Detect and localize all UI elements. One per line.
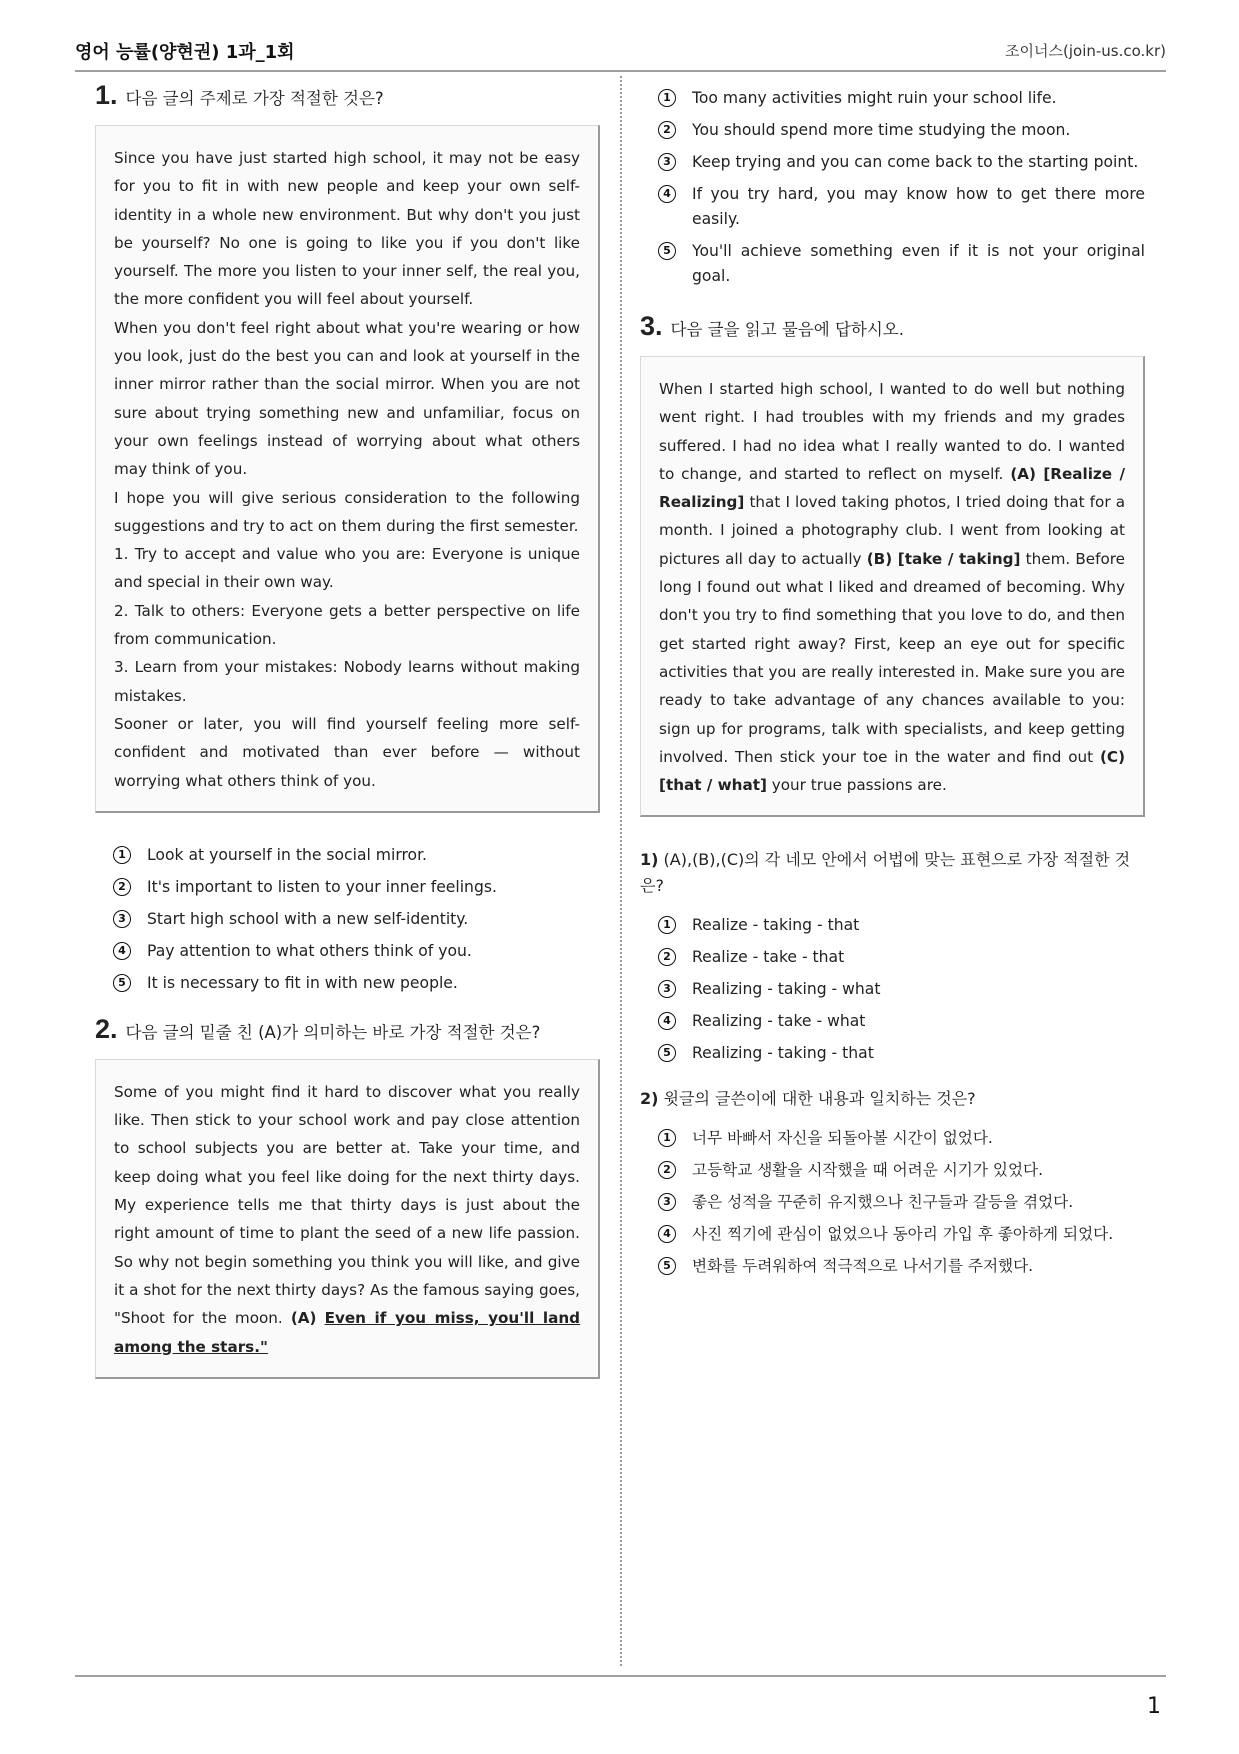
passage-paragraph: 3. Learn from your mistakes: Nobody learns without making mistakes.: [114, 658, 580, 705]
passage-paragraph: Some of you might find it hard to discover what you really like. Then stick to your school work and pay close attention to school subjects you are better at. Take your time, and keep doing what you feel like doing for the next thirty days. My experience tells me that thirty days is just about the right amount of time to plant the seed of a new life passion. So why not begin something you think you will like, and give it a shot for the next thirty days? As the famous saying goes, "Shoot for the moon. (A) Even if you miss, you'll land among the stars.": [114, 1082, 581, 1356]
header-divider: [75, 70, 1166, 72]
question-2: [95, 1014, 600, 1379]
answer-choices: [95, 843, 600, 996]
sub-question-1: [640, 847, 1145, 1066]
circled-number-icon: 4: [658, 1225, 676, 1243]
answer-choice[interactable]: 4 Realizing - take - what: [640, 1009, 1145, 1034]
answer-choice[interactable]: 4 Pay attention to what others think of you.: [95, 939, 600, 964]
circled-number-icon: 5: [113, 974, 131, 992]
answer-choice[interactable]: 2 You should spend more time studying the moon.: [640, 118, 1145, 143]
underline-label: (A): [290, 1309, 317, 1328]
passage-box: [95, 125, 600, 813]
question-number: 2.: [95, 1013, 118, 1044]
circled-number-icon: 4: [113, 942, 131, 960]
passage-box: [95, 1059, 600, 1379]
passage-paragraph: I hope you will give serious consideration to the following suggestions and try to act on them during the first semester.: [114, 488, 580, 535]
answer-choice[interactable]: 1 Realize - taking - that: [640, 913, 1145, 938]
left-column: [95, 80, 600, 1379]
sub-question-prompt: 1) (A),(B),(C)의 각 네모 안에서 어법에 맞는 표현으로 가장 적절한 것은?: [640, 850, 1131, 896]
question-1: [95, 80, 600, 996]
circled-number-icon: 1: [658, 916, 676, 934]
question-header: [640, 311, 1145, 342]
circled-number-icon: 4: [658, 185, 676, 203]
answer-choice[interactable]: 5 변화를 두려워하여 적극적으로 나서기를 주저했다.: [640, 1254, 1145, 1279]
answer-choice[interactable]: 2 고등학교 생활을 시작했을 때 어려운 시기가 있었다.: [640, 1158, 1145, 1183]
circled-number-icon: 5: [658, 1044, 676, 1062]
column-divider: [620, 76, 622, 1666]
answer-choice[interactable]: 2 It's important to listen to your inner feelings.: [95, 875, 600, 900]
sub-question-prompt: 2) 윗글의 글쓴이에 대한 내용과 일치하는 것은?: [640, 1089, 976, 1109]
circled-number-icon: 3: [658, 153, 676, 171]
question-header: [95, 80, 600, 111]
circled-number-icon: 5: [658, 242, 676, 260]
footer-divider: [75, 1675, 1166, 1677]
answer-choice[interactable]: 2 Realize - take - that: [640, 945, 1145, 970]
answer-choices: [640, 1126, 1145, 1279]
circled-number-icon: 5: [658, 1257, 676, 1275]
circled-number-icon: 1: [113, 846, 131, 864]
answer-choices-q2: [640, 86, 1145, 289]
sub-question-2: [640, 1086, 1145, 1279]
answer-choice[interactable]: 3 Keep trying and you can come back to the starting point.: [640, 150, 1145, 175]
passage-paragraph: When you don't feel right about what you're wearing or how you look, just do the best you can and look at yourself in the inner mirror rather than the social mirror. When you are not sure about trying something new and unfamiliar, focus on your own feelings instead of worrying about what others may think of you.: [114, 318, 580, 479]
answer-choice[interactable]: 1 너무 바빠서 자신을 되돌아볼 시간이 없었다.: [640, 1126, 1145, 1151]
blank-b: (B) [take / taking]: [866, 549, 1021, 568]
publisher-label: 조이너스(join-us.co.kr): [1005, 42, 1166, 60]
passage-paragraph: Sooner or later, you will find yourself feeling more self-confident and motivated than ever before — without worrying what others think of you.: [114, 714, 580, 790]
answer-choice[interactable]: 5 It is necessary to fit in with new people.: [95, 971, 600, 996]
answer-choice[interactable]: 5 Realizing - taking - that: [640, 1041, 1145, 1066]
circled-number-icon: 3: [658, 980, 676, 998]
circled-number-icon: 1: [658, 1129, 676, 1147]
circled-number-icon: 2: [658, 1161, 676, 1179]
answer-choice[interactable]: 5 You'll achieve something even if it is not your original goal.: [640, 239, 1145, 289]
answer-choice[interactable]: 3 Start high school with a new self-identity.: [95, 907, 600, 932]
blank-a: (A) [Realize / Realizing]: [659, 464, 1126, 512]
question-number: 3.: [640, 311, 663, 341]
answer-choice[interactable]: 1 Too many activities might ruin your school life.: [640, 86, 1145, 111]
answer-choice[interactable]: 1 Look at yourself in the social mirror.: [95, 843, 600, 868]
circled-number-icon: 3: [113, 910, 131, 928]
answer-choice[interactable]: 4 사진 찍기에 관심이 없었으나 동아리 가입 후 좋아하게 되었다.: [640, 1222, 1145, 1247]
passage-paragraph: When I started high school, I wanted to do well but nothing went right. I had troubles with my friends and my grades suffered. I had no idea what I really wanted to do. I wanted to change, and started to reflect on myself. (A) [Realize / Realizing] that I loved taking photos, I tried doing that for a month. I joined a photography club. I went from looking at pictures all day to actually (B) [take / taking] them. Before long I found out what I liked and dreamed of becoming. Why don't you try to find something that you love to do, and then get started right away? First, keep an eye out for specific activities that you are really interested in. Make sure you are ready to take advantage of any chances available to you: sign up for programs, talk with specialists, and keep getting involved. Then stick your toe in the water and find out (C) [that / what] your true passions are.: [659, 380, 1126, 795]
question-header: [95, 1014, 600, 1045]
document-title: 영어 능률(양현권) 1과_1회: [75, 42, 295, 63]
question-3: [640, 311, 1145, 1279]
page-number: 1: [1147, 1694, 1161, 1719]
passage-paragraph: Since you have just started high school, it may not be easy for you to fit in with new people and keep your own self-identity in a whole new environment. But why don't you just be yourself? No one is going to like you if you don't like yourself. The more you listen to your inner self, the real you, the more confident you will feel about yourself.: [114, 149, 580, 309]
question-prompt: 다음 글의 밑줄 친 (A)가 의미하는 바로 가장 적절한 것은?: [125, 1022, 541, 1042]
answer-choice[interactable]: 4 If you try hard, you may know how to get there more easily.: [640, 182, 1145, 232]
right-column: [640, 86, 1145, 1286]
underlined-sentence: Even if you miss, you'll land among the stars.": [114, 1309, 581, 1356]
circled-number-icon: 1: [658, 89, 676, 107]
circled-number-icon: 3: [658, 1193, 676, 1211]
passage-box: [640, 356, 1145, 817]
answer-choice[interactable]: 3 좋은 성적을 꾸준히 유지했으나 친구들과 갈등을 겪었다.: [640, 1190, 1145, 1215]
circled-number-icon: 2: [658, 948, 676, 966]
passage-paragraph: 2. Talk to others: Everyone gets a better perspective on life from communication.: [114, 601, 580, 649]
circled-number-icon: 4: [658, 1012, 676, 1030]
answer-choices: [640, 913, 1145, 1066]
circled-number-icon: 2: [658, 121, 676, 139]
passage-paragraph: 1. Try to accept and value who you are: Everyone is unique and special in their own way.: [114, 545, 580, 592]
question-prompt: 다음 글을 읽고 물음에 답하시오.: [670, 320, 904, 339]
question-prompt: 다음 글의 주제로 가장 적절한 것은?: [125, 89, 384, 108]
circled-number-icon: 2: [113, 878, 131, 896]
blank-c: (C) [that / what]: [659, 747, 1126, 795]
question-number: 1.: [95, 80, 118, 110]
answer-choice[interactable]: 3 Realizing - taking - what: [640, 977, 1145, 1002]
